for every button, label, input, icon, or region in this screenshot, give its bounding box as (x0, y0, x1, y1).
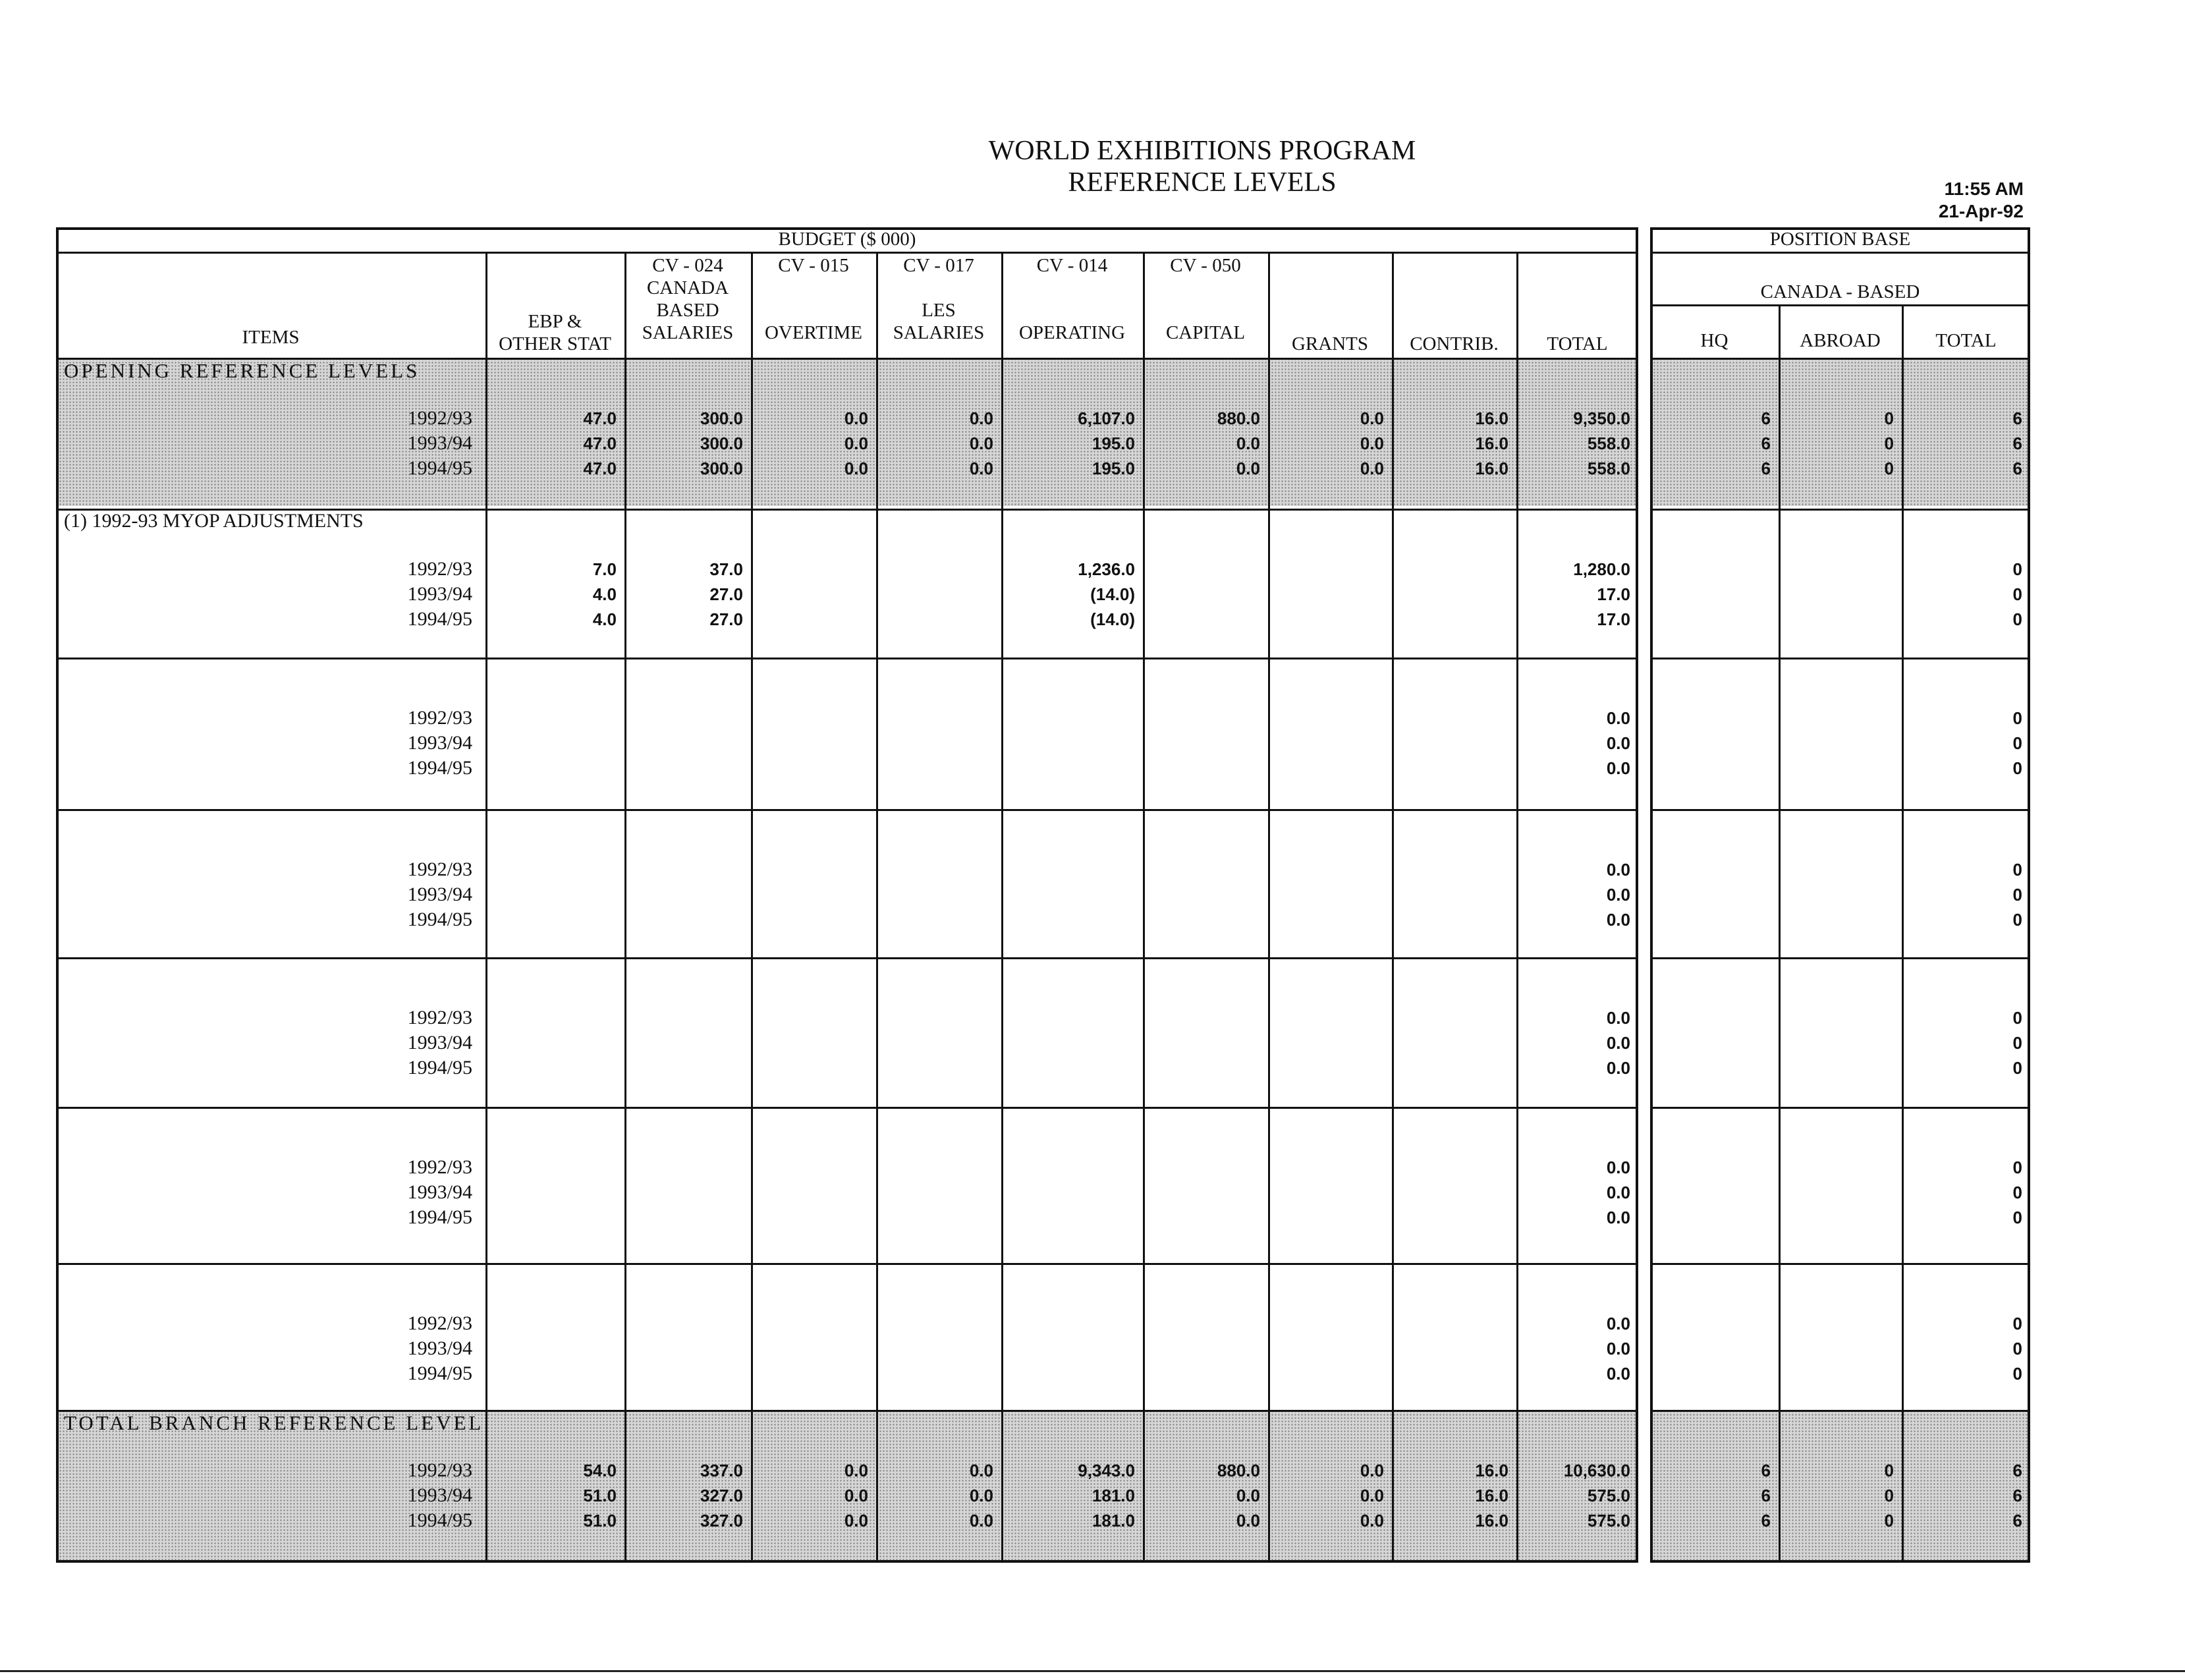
table-cell: 0.0 (844, 459, 868, 478)
table-cell: 6 (2012, 408, 2022, 428)
year-label: 1992/93 (407, 1459, 472, 1481)
section-divider (1650, 1410, 2030, 1412)
table-cell: 9,343.0 (1078, 1461, 1135, 1480)
header-divider (1650, 252, 2030, 254)
table-cell: 47.0 (583, 459, 617, 478)
section-divider (56, 957, 1638, 959)
section-divider (1650, 1263, 2030, 1265)
year-label: 1992/93 (407, 407, 472, 429)
table-cell: 0.0 (969, 459, 993, 478)
table-cell: 0 (2012, 1183, 2022, 1202)
table-cell: 0.0 (1360, 459, 1384, 478)
table-cell: 0 (2012, 885, 2022, 905)
budget-header: BUDGET ($ 000) (778, 229, 916, 250)
title-line-1: WORLD EXHIBITIONS PROGRAM (988, 136, 1416, 166)
section-divider (56, 1107, 1638, 1109)
table-cell: 0.0 (1236, 459, 1260, 478)
table-cell: 17.0 (1597, 584, 1630, 604)
table-cell: 0 (2012, 1208, 2022, 1227)
table-cell: 0 (1884, 1461, 1894, 1480)
header-divider (56, 252, 1638, 254)
header-divider (1650, 304, 2030, 306)
table-cell: 0.0 (1606, 1183, 1630, 1202)
table-cell: 0 (2012, 1008, 2022, 1028)
column-header-cv050: CV - 050 CAPITAL (1165, 255, 1246, 343)
column-header-cv017: CV - 017 LES SALARIES (893, 255, 985, 343)
table-cell: 575.0 (1587, 1511, 1630, 1530)
table-cell: 558.0 (1587, 459, 1630, 478)
year-label: 1994/95 (407, 608, 472, 630)
table-cell: 181.0 (1092, 1486, 1135, 1505)
table-cell: 327.0 (700, 1511, 743, 1530)
document-title (0, 135, 2185, 198)
table-cell: 6 (2012, 459, 2022, 478)
table-cell: 0 (2012, 733, 2022, 753)
table-cell: 0.0 (844, 408, 868, 428)
table-cell: 0.0 (1360, 1486, 1384, 1505)
table-cell: 0 (1884, 408, 1894, 428)
table-cell: 0.0 (969, 1461, 993, 1480)
table-cell: 181.0 (1092, 1511, 1135, 1530)
year-label: 1993/94 (407, 732, 472, 754)
column-header-cv014: CV - 014 OPERATING (1018, 255, 1126, 343)
table-cell: 6 (1761, 1461, 1771, 1480)
section-divider (56, 658, 1638, 659)
table-cell: 0 (2012, 860, 2022, 880)
table-cell: 1,280.0 (1573, 559, 1630, 579)
table-cell: (14.0) (1090, 609, 1135, 629)
year-label: 1992/93 (407, 1156, 472, 1178)
table-cell: 880.0 (1217, 1461, 1260, 1480)
table-cell: 0 (1884, 1511, 1894, 1530)
table-cell: 575.0 (1587, 1486, 1630, 1505)
table-cell: 10,630.0 (1563, 1461, 1630, 1480)
year-label: 1993/94 (407, 1181, 472, 1203)
table-cell: 0 (2012, 1339, 2022, 1358)
table-cell: 27.0 (709, 584, 743, 604)
time-stamp: 11:55 AM (1944, 179, 2024, 199)
table-cell: 47.0 (583, 408, 617, 428)
section-label: (1) 1992-93 MYOP ADJUSTMENTS (64, 510, 364, 532)
section-divider (1650, 358, 2030, 360)
table-cell: 0 (2012, 1033, 2022, 1053)
date-stamp: 21-Apr-92 (1938, 201, 2024, 221)
column-header-contrib: CONTRIB. (1410, 333, 1499, 354)
table-cell: 16.0 (1475, 434, 1508, 453)
timestamp (1939, 178, 2024, 223)
table-cell: 0.0 (1606, 733, 1630, 753)
table-cell: 9,350.0 (1573, 408, 1630, 428)
table-cell: 6 (2012, 1486, 2022, 1505)
table-cell: 0 (2012, 708, 2022, 728)
section-label: OPENING REFERENCE LEVELS (64, 359, 420, 382)
title-line-2: REFERENCE LEVELS (1068, 167, 1337, 198)
table-cell: 0 (1884, 434, 1894, 453)
shaded-band (1653, 358, 2028, 506)
column-header-cv024: CV - 024 CANADA BASED SALARIES (642, 255, 734, 343)
table-cell: 0.0 (844, 1511, 868, 1530)
year-label: 1993/94 (407, 1484, 472, 1506)
section-divider (56, 1263, 1638, 1265)
table-cell: 6,107.0 (1078, 408, 1135, 428)
table-cell: 0.0 (1606, 1208, 1630, 1227)
table-cell: 0.0 (1606, 708, 1630, 728)
table-cell: 37.0 (709, 559, 743, 579)
table-cell: 337.0 (700, 1461, 743, 1480)
section-divider (1650, 509, 2030, 511)
table-cell: 6 (1761, 408, 1771, 428)
table-cell: 0.0 (1606, 1008, 1630, 1028)
table-cell: 0 (2012, 1158, 2022, 1177)
table-cell: 6 (1761, 459, 1771, 478)
table-cell: 0.0 (844, 1486, 868, 1505)
table-cell: 0.0 (1236, 434, 1260, 453)
section-divider (1650, 957, 2030, 959)
table-cell: 0 (2012, 910, 2022, 930)
table-cell: 300.0 (700, 459, 743, 478)
column-header-grants: GRANTS (1291, 333, 1368, 354)
table-cell: 0 (2012, 1058, 2022, 1078)
year-label: 1992/93 (407, 858, 472, 880)
table-cell: 4.0 (592, 609, 617, 629)
table-cell: 0 (2012, 758, 2022, 778)
table-cell: 0.0 (1606, 1364, 1630, 1384)
table-cell: 0.0 (1606, 1058, 1630, 1078)
table-cell: 0.0 (1606, 885, 1630, 905)
year-label: 1994/95 (407, 457, 472, 479)
year-label: 1993/94 (407, 432, 472, 454)
table-cell: 0.0 (1236, 1511, 1260, 1530)
section-label: TOTAL BRANCH REFERENCE LEVEL (64, 1411, 484, 1434)
table-cell: 6 (2012, 1461, 2022, 1480)
table-cell: 880.0 (1217, 408, 1260, 428)
table-cell: 0 (2012, 559, 2022, 579)
table-cell: 0 (1884, 459, 1894, 478)
column-header-cv015: CV - 015 OVERTIME (764, 255, 863, 343)
table-cell: 300.0 (700, 434, 743, 453)
table-cell: (14.0) (1090, 584, 1135, 604)
table-cell: 0 (2012, 1314, 2022, 1333)
table-cell: 195.0 (1092, 434, 1135, 453)
table-cell: 7.0 (592, 559, 617, 579)
section-divider (1650, 809, 2030, 811)
column-header-items: ITEMS (242, 327, 300, 348)
table-cell: 4.0 (592, 584, 617, 604)
table-cell: 0 (2012, 609, 2022, 629)
table-cell: 0.0 (844, 1461, 868, 1480)
column-header-total: TOTAL (1547, 333, 1608, 354)
table-cell: 0.0 (1360, 434, 1384, 453)
table-cell: 54.0 (583, 1461, 617, 1480)
year-label: 1993/94 (407, 883, 472, 905)
table-cell: 0.0 (969, 1486, 993, 1505)
table-cell: 0.0 (1606, 1033, 1630, 1053)
table-cell: 16.0 (1475, 1486, 1508, 1505)
year-label: 1992/93 (407, 1312, 472, 1334)
table-cell: 0.0 (844, 434, 868, 453)
table-cell: 0.0 (1606, 758, 1630, 778)
year-label: 1994/95 (407, 1206, 472, 1228)
page-edge-line (0, 1670, 2185, 1672)
table-cell: 0.0 (1360, 1461, 1384, 1480)
table-cell: 6 (1761, 434, 1771, 453)
position-header: POSITION BASE (1769, 229, 1911, 250)
table-cell: 47.0 (583, 434, 617, 453)
table-cell: 6 (2012, 1511, 2022, 1530)
shaded-band (1653, 1410, 2028, 1560)
year-label: 1992/93 (407, 558, 472, 580)
table-cell: 0 (2012, 584, 2022, 604)
table-cell: 0.0 (969, 434, 993, 453)
table-cell: 0.0 (1360, 1511, 1384, 1530)
table-cell: 327.0 (700, 1486, 743, 1505)
table-cell: 16.0 (1475, 408, 1508, 428)
table-cell: 300.0 (700, 408, 743, 428)
table-cell: 16.0 (1475, 459, 1508, 478)
year-label: 1993/94 (407, 1337, 472, 1359)
year-label: 1994/95 (407, 909, 472, 930)
table-cell: 16.0 (1475, 1511, 1508, 1530)
column-header-hq: HQ (1700, 330, 1729, 351)
column-header-ptotal: TOTAL (1935, 330, 1997, 351)
table-cell: 51.0 (583, 1511, 617, 1530)
table-cell: 51.0 (583, 1486, 617, 1505)
table-cell: 0.0 (1606, 1158, 1630, 1177)
table-cell: 6 (1761, 1486, 1771, 1505)
column-divider (1779, 304, 1781, 1563)
year-label: 1994/95 (407, 1057, 472, 1078)
table-cell: 558.0 (1587, 434, 1630, 453)
year-label: 1992/93 (407, 1007, 472, 1028)
section-divider (1650, 1107, 2030, 1109)
table-cell: 0 (2012, 1364, 2022, 1384)
table-cell: 0.0 (1360, 408, 1384, 428)
table-cell: 17.0 (1597, 609, 1630, 629)
table-cell: 0.0 (969, 1511, 993, 1530)
canada-based-header: CANADA - BASED (1760, 281, 1920, 302)
year-label: 1992/93 (407, 707, 472, 729)
year-label: 1993/94 (407, 1032, 472, 1053)
year-label: 1994/95 (407, 1509, 472, 1531)
year-label: 1994/95 (407, 757, 472, 779)
table-cell: 16.0 (1475, 1461, 1508, 1480)
table-cell: 195.0 (1092, 459, 1135, 478)
table-cell: 6 (2012, 434, 2022, 453)
table-cell: 1,236.0 (1078, 559, 1135, 579)
table-cell: 0.0 (1606, 860, 1630, 880)
table-cell: 0.0 (1606, 1339, 1630, 1358)
column-header-ebp: EBP & OTHER STAT (499, 311, 611, 354)
column-header-abroad: ABROAD (1800, 330, 1881, 351)
table-cell: 6 (1761, 1511, 1771, 1530)
section-divider (1650, 658, 2030, 659)
section-divider (56, 809, 1638, 811)
table-cell: 0.0 (1606, 910, 1630, 930)
table-cell: 0.0 (1606, 1314, 1630, 1333)
year-label: 1993/94 (407, 583, 472, 605)
year-label: 1994/95 (407, 1362, 472, 1384)
table-cell: 0 (1884, 1486, 1894, 1505)
table-cell: 0.0 (969, 408, 993, 428)
table-cell: 0.0 (1236, 1486, 1260, 1505)
table-cell: 27.0 (709, 609, 743, 629)
